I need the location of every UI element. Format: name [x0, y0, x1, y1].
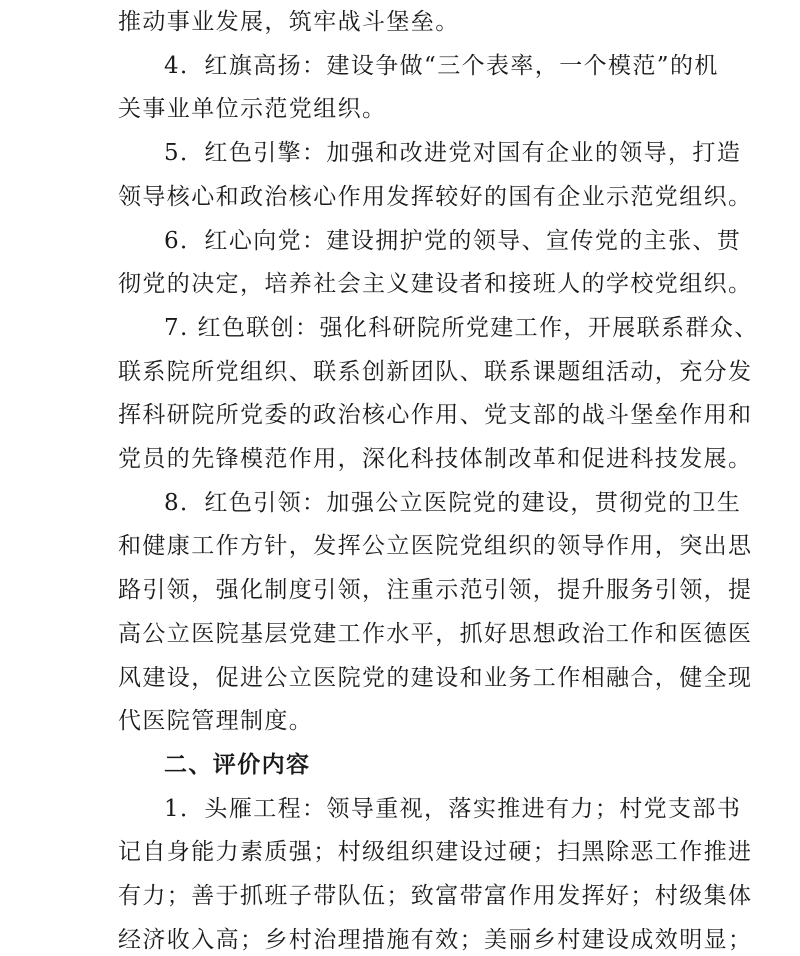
text-line: 路引领，强化制度引领，注重示范引领，提升服务引领，提 [118, 577, 753, 604]
text-line: 7. 红色联创：强化科研院所党建工作，开展联系群众、 [164, 314, 759, 341]
section-heading: 二、评价内容 [164, 751, 311, 778]
text-line: 推动事业发展，筑牢战斗堡垒。 [118, 9, 460, 35]
text-line: 高公立医院基层党建工作水平，抓好思想政治工作和医德医 [118, 620, 753, 647]
text-line: 记自身能力素质强；村级组织建设过硬；扫黑除恶工作推进 [118, 839, 753, 866]
text-line: 挥科研院所党委的政治核心作用、党支部的战斗堡垒作用和 [118, 402, 753, 429]
text-line: 党员的先锋模范作用，深化科技体制改革和促进科技发展。 [118, 446, 753, 472]
text-line: 领导核心和政治核心作用发挥较好的国有企业示范党组织。 [118, 183, 753, 210]
text-line: 和健康工作方针，发挥公立医院党组织的领导作用，突出思 [118, 533, 753, 560]
text-line: 6．红心向党：建设拥护党的领导、宣传党的主张、贯 [164, 227, 742, 254]
text-line: 有力；善于抓班子带队伍；致富带富作用发挥好；村级集体 [118, 883, 753, 909]
text-line: 代医院管理制度。 [118, 708, 314, 735]
text-line: 风建设，促进公立医院党的建设和业务工作相融合，健全现 [118, 664, 753, 691]
text-line: 联系院所党组织、联系创新团队、联系课题组活动，充分发 [118, 358, 753, 385]
text-line: 经济收入高；乡村治理措施有效；美丽乡村建设成效明显； [118, 926, 753, 953]
text-line: 4．红旗高扬：建设争做“三个表率，一个模范”的机 [164, 52, 719, 79]
text-line: 彻党的决定，培养社会主义建设者和接班人的学校党组织。 [118, 271, 753, 298]
text-line: 8．红色引领：加强公立医院党的建设，贯彻党的卫生 [164, 489, 742, 516]
text-line: 1．头雁工程：领导重视，落实推进有力；村党支部书 [164, 795, 742, 822]
text-line: 关事业单位示范党组织。 [118, 96, 387, 123]
text-line: 5．红色引擎：加强和改进党对国有企业的领导，打造 [164, 140, 742, 167]
